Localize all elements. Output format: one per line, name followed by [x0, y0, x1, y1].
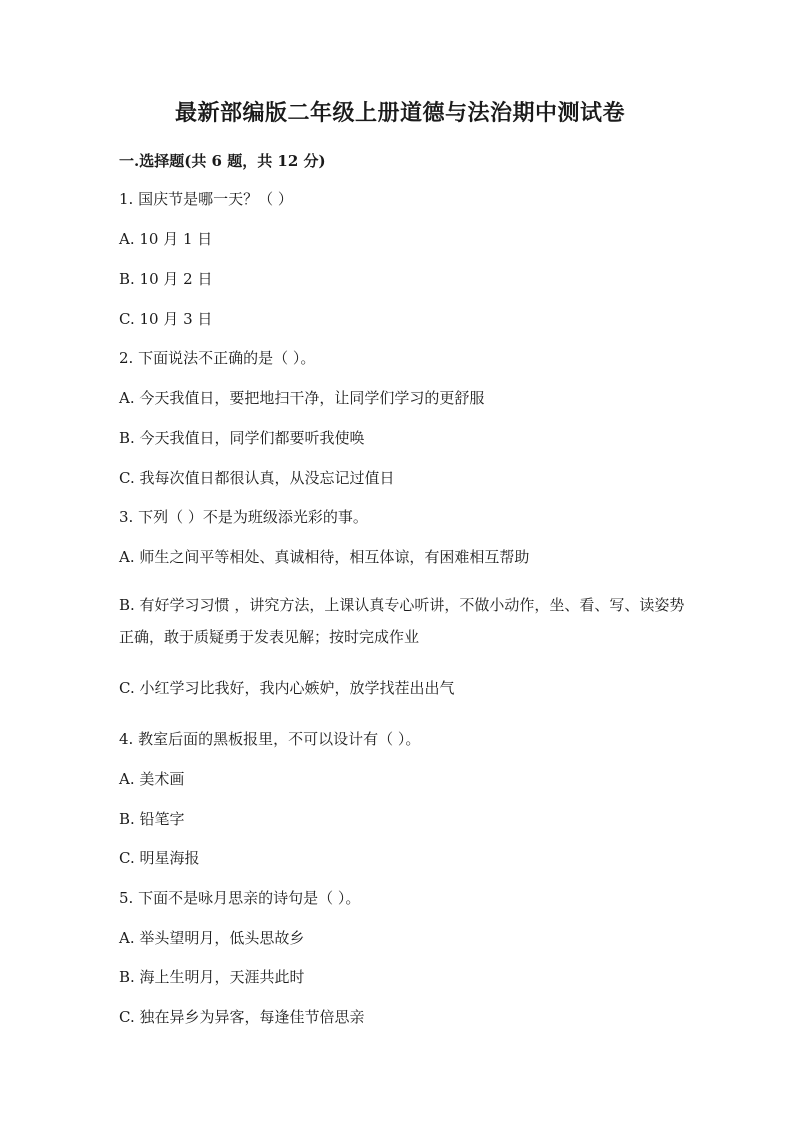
- question-1-stem: 1. 国庆节是哪一天？（ ）: [119, 190, 293, 208]
- question-3-option-b: B. 有好学习习惯 ，讲究方法，上课认真专心听讲，不做小动作，坐、看、写、读姿势正确，敢于质疑勇于发表见解；按时完成作业: [119, 596, 685, 646]
- question-2-option-b: B. 今天我值日，同学们都要听我使唤: [119, 429, 365, 447]
- question-3-option-c: C. 小红学习比我好，我内心嫉妒，放学找茬出出气: [119, 679, 455, 697]
- question-2-stem: 2. 下面说法不正确的是（ ）。: [119, 349, 316, 367]
- question-5-option-b: B. 海上生明月，天涯共此时: [119, 968, 305, 986]
- question-4-option-a: A. 美术画: [119, 770, 185, 788]
- question-5-stem: 5. 下面不是咏月思亲的诗句是（ ）。: [119, 889, 361, 907]
- question-4-option-c: C. 明星海报: [119, 849, 200, 867]
- question-4-option-b: B. 铅笔字: [119, 810, 185, 828]
- question-1-option-b: B. 10 月 2 日: [119, 270, 213, 288]
- question-4-stem: 4. 教室后面的黑板报里，不可以设计有（ ）。: [119, 730, 421, 748]
- question-3-option-a: A. 师生之间平等相处、真诚相待，相互体谅，有困难相互帮助: [119, 548, 530, 566]
- page-title: 最新部编版二年级上册道德与法治期中测试卷: [174, 100, 625, 126]
- question-1-option-c: C. 10 月 3 日: [119, 310, 213, 328]
- question-5-option-a: A. 举头望明月，低头思故乡: [119, 929, 305, 947]
- question-2-option-a: A. 今天我值日，要把地扫干净，让同学们学习的更舒服: [119, 389, 485, 407]
- question-5-option-c: C. 独在异乡为异客，每逢佳节倍思亲: [119, 1008, 365, 1026]
- question-2-option-c: C. 我每次值日都很认真，从没忘记过值日: [119, 469, 395, 487]
- question-1-option-a: A. 10 月 1 日: [119, 230, 213, 248]
- section-heading: 一.选择题(共 6 题，共 12 分): [119, 152, 326, 170]
- question-3-stem: 3. 下列（ ）不是为班级添光彩的事。: [119, 508, 368, 526]
